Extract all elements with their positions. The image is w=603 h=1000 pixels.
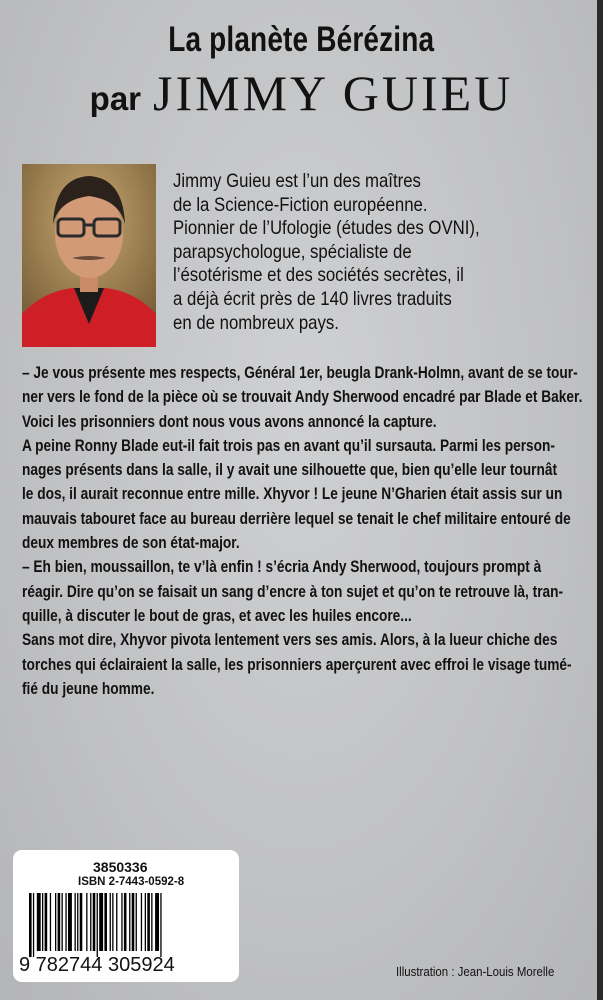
illustration-credit: Illustration : Jean-Louis Morelle	[396, 964, 555, 979]
author-bio	[173, 170, 534, 335]
excerpt-line: A peine Ronny Blade eut-il fait trois pas en avant qu’il sursauta. Parmi les person-	[22, 436, 555, 455]
barcode-stripe	[116, 893, 117, 951]
barcode-stripe	[160, 893, 161, 957]
barcode-stripe	[110, 893, 111, 951]
bio-line: a déjà écrit près de 140 livres traduits	[173, 287, 452, 310]
barcode-stripe	[50, 893, 51, 951]
barcode-stripe	[145, 893, 146, 951]
barcode-stripe	[68, 893, 72, 951]
barcode-stripe	[147, 893, 150, 951]
bio-line: parapsychologue, spécialiste de	[173, 240, 412, 263]
excerpt-line: ner vers le fond de la pièce où se trouvait Andy Sherwood encadré par Blade et Baker.	[22, 388, 583, 407]
story-excerpt	[22, 361, 583, 701]
barcode-stripe	[55, 893, 56, 951]
barcode-stripe	[93, 893, 96, 951]
isbn-number: ISBN 2-7443-0592-8	[78, 876, 185, 888]
excerpt-line: nages présents dans la salle, il y avait une silhouette que, bien qu’elle leur tournât	[22, 461, 558, 480]
barcode-stripe	[77, 893, 78, 951]
book-title: La planète Bérézina	[168, 20, 435, 59]
excerpt-line: Sans mot dire, Xhyvor pivota lentement vers ses amis. Alors, à la lueur chiche des	[22, 631, 558, 650]
bio-line: en de nombreux pays.	[173, 311, 339, 334]
barcode-stripe	[132, 893, 135, 951]
barcode-stripe	[80, 893, 83, 951]
author-name: JIMMY GUIEU	[153, 65, 514, 121]
barcode-digits: 9 782744 305924	[19, 954, 175, 976]
barcode-stripe	[42, 893, 43, 951]
barcode-stripe	[45, 893, 48, 951]
barcode-stripe	[112, 893, 113, 951]
excerpt-line: réagir. Dire qu’on se faisait un sang d’encre à ton sujet et qu’on te retrouve là, tran-	[22, 582, 564, 601]
excerpt-line: fié du jeune homme.	[22, 679, 155, 698]
excerpt-line: – Je vous présente mes respects, Général 1er, beugla Drank-Holmn, avant de se tour-	[22, 364, 578, 382]
author-byline	[0, 64, 603, 122]
barcode-stripe	[129, 893, 130, 951]
barcode-stripe	[155, 893, 159, 951]
barcode-stripe	[65, 893, 66, 951]
excerpt-line: le dos, il aurait reconnue entre mille. Xhyvor ! Le jeune N’Gharien était assis sur un	[22, 485, 563, 504]
barcode-stripe	[104, 893, 107, 951]
barcode-stripe	[97, 893, 98, 957]
byline-par: par	[89, 80, 142, 117]
barcode-stripe	[58, 893, 61, 951]
excerpt-line: – Eh bien, moussaillon, te v’là enfin ! s’écria Andy Sherwood, toujours prompt à	[22, 558, 542, 577]
excerpt-line: torches qui éclairaient la salle, les prisonniers aperçurent avec effroi le visage tumé-	[22, 655, 572, 674]
author-photo	[22, 164, 156, 347]
excerpt-line: Voici les prisonniers dont nous vous avons annoncé la capture.	[22, 412, 437, 431]
product-code: 3850336	[93, 859, 148, 875]
barcode-stripe	[141, 893, 142, 951]
excerpt-line: quille, à discuter le bout de gras, et avec les huiles encore...	[22, 606, 412, 625]
barcode-label	[13, 850, 239, 982]
bio-line: l’ésotérisme et des sociétés secrètes, il	[173, 264, 464, 287]
barcode-stripe	[151, 893, 152, 951]
barcode-stripe	[62, 893, 63, 951]
excerpt-line: mauvais tabouret face au bureau derrière lequel se tenait le chef militaire entouré de	[22, 509, 571, 528]
barcode-stripe	[136, 893, 137, 951]
barcode-stripe	[86, 893, 87, 951]
barcode-stripe	[99, 893, 103, 951]
barcode-stripe	[121, 893, 122, 951]
bio-line: Jimmy Guieu est l’un des maîtres	[173, 170, 421, 192]
barcode-stripe	[75, 893, 76, 951]
bio-line: de la Science-Fiction européenne.	[173, 193, 428, 216]
excerpt-line: deux membres de son état-major.	[22, 534, 240, 553]
barcode-stripe	[33, 893, 34, 957]
barcode-stripe	[124, 893, 127, 951]
barcode-stripe	[90, 893, 91, 951]
bio-line: Pionnier de l’Ufologie (études des OVNI),	[173, 217, 480, 240]
barcode-bars	[29, 893, 231, 957]
barcode-stripe	[37, 893, 41, 951]
cover-right-edge	[597, 0, 603, 1000]
barcode-stripe	[29, 893, 32, 957]
